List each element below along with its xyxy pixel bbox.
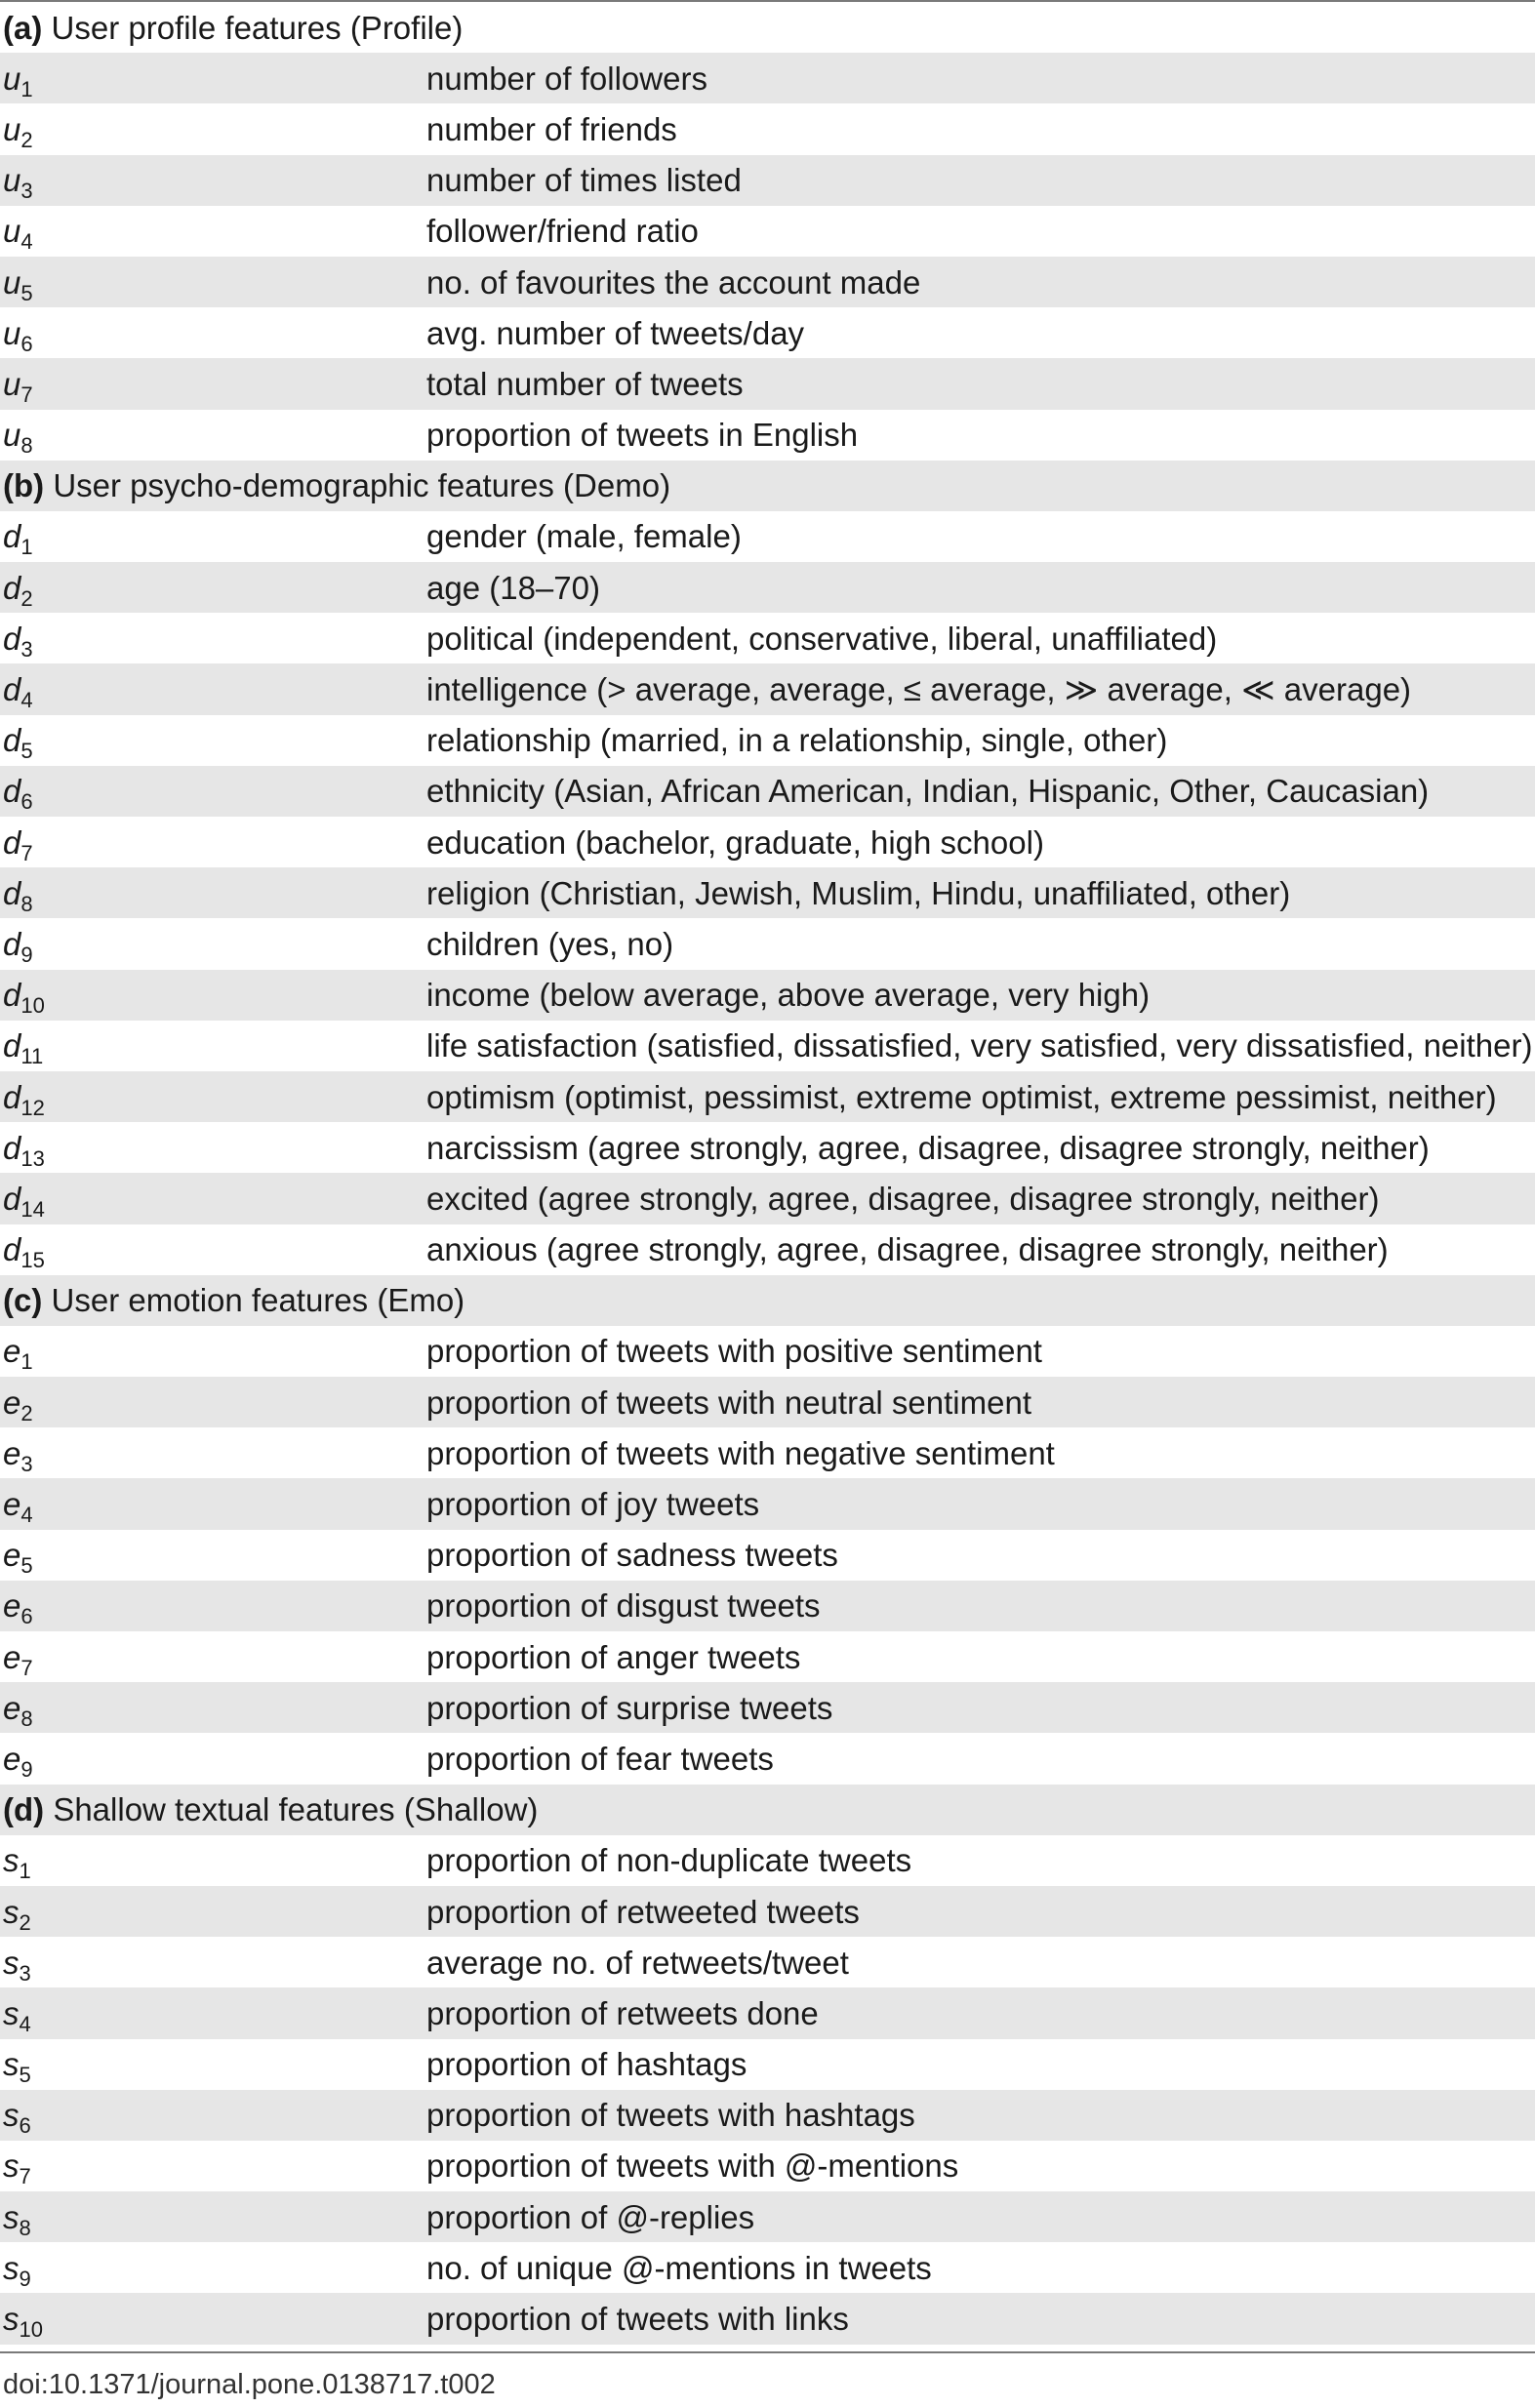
feature-symbol-index: 7	[20, 1655, 33, 1680]
feature-symbol	[0, 569, 426, 611]
feature-symbol	[0, 1129, 426, 1171]
feature-description: age (18–70)	[426, 569, 600, 606]
feature-symbol-letter: d	[3, 620, 21, 657]
table-row	[0, 307, 1535, 358]
section-header-a	[0, 2, 1535, 53]
feature-symbol-index: 6	[20, 1604, 33, 1629]
feature-symbol-index: 6	[20, 331, 33, 356]
feature-symbol-index: 5	[20, 1553, 33, 1579]
table-row	[0, 1326, 1535, 1377]
feature-symbol	[0, 1842, 426, 1884]
feature-description: number of times listed	[426, 162, 742, 199]
feature-symbol	[0, 1078, 426, 1120]
section-title	[0, 469, 670, 502]
feature-symbol	[0, 2301, 426, 2343]
feature-symbol	[0, 213, 426, 255]
feature-symbol	[0, 671, 426, 713]
feature-description: avg. number of tweets/day	[426, 314, 805, 351]
feature-symbol	[0, 1638, 426, 1680]
table-bottom-rule	[0, 2351, 1535, 2353]
feature-symbol-index: 3	[20, 1451, 33, 1476]
feature-description: proportion of surprise tweets	[426, 1689, 833, 1726]
feature-symbol-letter: d	[3, 1180, 21, 1217]
feature-description: proportion of sadness tweets	[426, 1537, 838, 1574]
feature-description: proportion of hashtags	[426, 2046, 747, 2083]
feature-symbol-letter: u	[3, 213, 21, 250]
feature-description: proportion of tweets with positive sentiment	[426, 1333, 1042, 1370]
feature-symbol-letter: e	[3, 1434, 21, 1471]
feature-description: political (independent, conservative, liberal, unaffiliated)	[426, 620, 1218, 657]
feature-symbol	[0, 162, 426, 204]
feature-symbol-letter: u	[3, 417, 21, 454]
feature-symbol	[0, 518, 426, 560]
feature-description: proportion of tweets with @-mentions	[426, 2147, 959, 2185]
feature-description: proportion of fear tweets	[426, 1740, 774, 1777]
table-row	[0, 2191, 1535, 2242]
section-header-d	[0, 1785, 1535, 1835]
feature-symbol-index: 7	[20, 381, 33, 407]
feature-symbol-index: 8	[20, 891, 33, 916]
table-row	[0, 1173, 1535, 1224]
feature-symbol	[0, 1333, 426, 1375]
table-row	[0, 817, 1535, 867]
feature-symbol	[0, 110, 426, 152]
table-row	[0, 103, 1535, 154]
feature-description: intelligence (> average, average, ≤ average, ≫ average, ≪ average)	[426, 671, 1412, 708]
feature-symbol-index: 1	[19, 1859, 31, 1884]
feature-description: proportion of tweets with negative sentiment	[426, 1434, 1055, 1471]
feature-symbol	[0, 1740, 426, 1782]
feature-symbol-index: 7	[19, 2164, 31, 2189]
feature-symbol-letter: s	[3, 1893, 20, 1930]
table-row	[0, 1478, 1535, 1529]
table-row	[0, 1581, 1535, 1631]
feature-symbol	[0, 2147, 426, 2189]
table-row	[0, 1682, 1535, 1733]
feature-symbol-index: 2	[20, 127, 33, 152]
feature-symbol-letter: e	[3, 1486, 21, 1523]
feature-symbol-index: 14	[20, 1196, 45, 1222]
feature-symbol-index: 13	[20, 1145, 45, 1171]
table-row	[0, 970, 1535, 1021]
feature-symbol-letter: d	[3, 977, 21, 1014]
feature-symbol-index: 2	[19, 1909, 31, 1935]
table-row	[0, 1427, 1535, 1478]
feature-symbol-index: 2	[20, 1400, 33, 1425]
table-row	[0, 2293, 1535, 2344]
feature-symbol-index: 1	[20, 1349, 33, 1375]
feature-symbol-index: 3	[20, 179, 33, 204]
table-row	[0, 918, 1535, 969]
feature-symbol-letter: d	[3, 1078, 21, 1115]
feature-symbol-letter: s	[3, 2249, 20, 2286]
feature-symbol	[0, 1689, 426, 1731]
feature-symbol-letter: s	[3, 1944, 20, 1981]
feature-symbol-index: 2	[20, 585, 33, 611]
feature-symbol-letter: u	[3, 263, 21, 301]
table-row	[0, 257, 1535, 307]
feature-description: anxious (agree strongly, agree, disagree, disagree strongly, neither)	[426, 1231, 1389, 1268]
feature-symbol-index: 6	[19, 2113, 31, 2139]
feature-symbol	[0, 1893, 426, 1935]
feature-symbol-letter: s	[3, 2097, 20, 2134]
feature-description: gender (male, female)	[426, 518, 742, 555]
feature-symbol-letter: e	[3, 1638, 21, 1675]
table-row	[0, 2141, 1535, 2191]
table-row	[0, 1530, 1535, 1581]
feature-symbol-index: 9	[20, 942, 33, 967]
table-row	[0, 2242, 1535, 2293]
table-row	[0, 1122, 1535, 1173]
feature-description: no. of unique @-mentions in tweets	[426, 2249, 932, 2286]
table-row	[0, 1835, 1535, 1886]
feature-symbol	[0, 314, 426, 356]
feature-symbol-letter: d	[3, 671, 21, 708]
feature-symbol	[0, 1180, 426, 1222]
feature-symbol-index: 6	[20, 789, 33, 815]
section-title-text: User psycho-demographic features (Demo)	[53, 467, 671, 504]
table-row	[0, 1224, 1535, 1275]
feature-symbol-letter: s	[3, 1842, 20, 1879]
feature-symbol-index: 5	[19, 2063, 31, 2088]
feature-symbol-letter: s	[3, 2046, 20, 2083]
feature-description: proportion of non-duplicate tweets	[426, 1842, 912, 1879]
feature-symbol	[0, 1434, 426, 1476]
feature-symbol-index: 8	[19, 2215, 31, 2240]
feature-symbol-letter: s	[3, 2147, 20, 2185]
feature-description: number of followers	[426, 60, 707, 97]
feature-symbol-index: 5	[20, 739, 33, 764]
feature-symbol	[0, 417, 426, 459]
feature-description: number of friends	[426, 110, 677, 147]
table-row	[0, 358, 1535, 409]
feature-description: proportion of tweets in English	[426, 417, 859, 454]
feature-symbol-letter: d	[3, 874, 21, 911]
table-row	[0, 1631, 1535, 1682]
feature-description: proportion of retweeted tweets	[426, 1893, 860, 1930]
feature-symbol	[0, 2097, 426, 2139]
table-row	[0, 155, 1535, 206]
feature-symbol	[0, 263, 426, 305]
feature-symbol-letter: d	[3, 1027, 21, 1064]
feature-symbol-index: 11	[20, 1044, 44, 1069]
section-header-b	[0, 461, 1535, 511]
feature-symbol	[0, 2249, 426, 2291]
feature-symbol-letter: e	[3, 1740, 21, 1777]
feature-description: proportion of tweets with neutral sentiment	[426, 1384, 1031, 1421]
feature-symbol-index: 12	[20, 1095, 45, 1120]
feature-description: religion (Christian, Jewish, Muslim, Hindu, unaffiliated, other)	[426, 874, 1291, 911]
feature-symbol-letter: e	[3, 1333, 21, 1370]
feature-symbol-letter: d	[3, 569, 21, 606]
feature-symbol	[0, 2198, 426, 2240]
feature-symbol-index: 9	[19, 2266, 31, 2291]
table-row	[0, 867, 1535, 918]
feature-symbol	[0, 620, 426, 662]
feature-symbol-letter: e	[3, 1537, 21, 1574]
feature-symbol-index: 4	[20, 229, 33, 255]
feature-symbol	[0, 1994, 426, 2036]
feature-symbol-index: 1	[20, 76, 33, 101]
feature-symbol-letter: d	[3, 1231, 21, 1268]
table-row	[0, 2090, 1535, 2141]
feature-symbol-index: 8	[20, 1706, 33, 1731]
feature-symbol-letter: d	[3, 823, 21, 861]
table-row	[0, 1377, 1535, 1427]
feature-symbol	[0, 1587, 426, 1629]
feature-description: excited (agree strongly, agree, disagree, disagree strongly, neither)	[426, 1180, 1380, 1217]
feature-symbol-index: 7	[20, 840, 33, 865]
feature-description: optimism (optimist, pessimist, extreme optimist, extreme pessimist, neither)	[426, 1078, 1497, 1115]
table-row	[0, 511, 1535, 562]
feature-description: average no. of retweets/tweet	[426, 1944, 849, 1981]
section-title-text: User emotion features (Emo)	[51, 1282, 465, 1319]
table-row	[0, 766, 1535, 817]
table-row	[0, 562, 1535, 613]
feature-symbol-index: 15	[20, 1248, 45, 1273]
feature-symbol	[0, 1027, 426, 1069]
feature-description: no. of favourites the account made	[426, 263, 921, 301]
feature-symbol	[0, 977, 426, 1019]
feature-description: ethnicity (Asian, African American, Indian, Hispanic, Other, Caucasian)	[426, 773, 1430, 810]
feature-symbol-letter: e	[3, 1384, 21, 1421]
table-row	[0, 1886, 1535, 1937]
feature-symbol-letter: d	[3, 722, 21, 759]
feature-symbol-letter: d	[3, 1129, 21, 1166]
section-label: (b)	[3, 467, 45, 504]
table-row	[0, 2039, 1535, 2090]
section-header-c	[0, 1275, 1535, 1326]
feature-description: proportion of anger tweets	[426, 1638, 801, 1675]
feature-description: proportion of tweets with links	[426, 2301, 849, 2338]
feature-symbol-letter: e	[3, 1689, 21, 1726]
section-label: (a)	[3, 9, 43, 46]
feature-symbol-index: 4	[20, 1503, 33, 1528]
feature-symbol	[0, 1231, 426, 1273]
feature-symbol-index: 4	[20, 688, 33, 713]
feature-description: proportion of tweets with hashtags	[426, 2097, 915, 2134]
table-row	[0, 715, 1535, 766]
feature-symbol	[0, 773, 426, 815]
feature-symbol-letter: u	[3, 162, 21, 199]
feature-description: follower/friend ratio	[426, 213, 699, 250]
feature-description: children (yes, no)	[426, 925, 674, 962]
feature-symbol-letter: s	[3, 2198, 20, 2235]
feature-symbol-letter: d	[3, 925, 21, 962]
feature-symbol-letter: u	[3, 110, 21, 147]
feature-description: income (below average, above average, very high)	[426, 977, 1151, 1014]
feature-symbol-index: 10	[19, 2317, 43, 2343]
feature-symbol-letter: u	[3, 60, 21, 97]
table-row	[0, 663, 1535, 714]
feature-description: education (bachelor, graduate, high school)	[426, 823, 1044, 861]
feature-symbol-letter: d	[3, 773, 21, 810]
feature-symbol	[0, 722, 426, 764]
feature-symbol-index: 9	[20, 1756, 33, 1782]
feature-symbol-letter: s	[3, 1994, 20, 2031]
feature-symbol-letter: u	[3, 365, 21, 402]
table-row	[0, 206, 1535, 257]
table-row	[0, 1733, 1535, 1784]
feature-symbol	[0, 1384, 426, 1425]
feature-symbol-letter: d	[3, 518, 21, 555]
section-title-text: Shallow textual features (Shallow)	[53, 1791, 539, 1828]
table-row	[0, 613, 1535, 663]
table-row	[0, 1937, 1535, 1987]
section-label: (c)	[3, 1282, 43, 1319]
feature-symbol	[0, 1486, 426, 1528]
section-title	[0, 1793, 538, 1826]
feature-symbol	[0, 60, 426, 101]
table-row	[0, 1021, 1535, 1071]
feature-symbol-index: 3	[19, 1960, 31, 1986]
feature-symbol	[0, 925, 426, 967]
feature-description: proportion of retweets done	[426, 1994, 819, 2031]
feature-symbol	[0, 1944, 426, 1986]
feature-symbol-letter: u	[3, 314, 21, 351]
section-title-text: User profile features (Profile)	[51, 9, 464, 46]
feature-symbol-letter: e	[3, 1587, 21, 1625]
feature-symbol	[0, 2046, 426, 2088]
feature-symbol-index: 1	[20, 535, 33, 560]
feature-description: narcissism (agree strongly, agree, disagree, disagree strongly, neither)	[426, 1129, 1430, 1166]
feature-symbol	[0, 365, 426, 407]
feature-symbol	[0, 874, 426, 916]
feature-symbol-letter: s	[3, 2301, 20, 2338]
section-title	[0, 9, 464, 46]
feature-symbol	[0, 823, 426, 865]
feature-description: proportion of disgust tweets	[426, 1587, 821, 1625]
section-label: (d)	[3, 1791, 45, 1828]
feature-description: proportion of joy tweets	[426, 1486, 760, 1523]
feature-symbol-index: 4	[19, 2011, 31, 2036]
feature-symbol-index: 8	[20, 433, 33, 459]
table-row	[0, 53, 1535, 103]
table-row	[0, 410, 1535, 461]
doi-caption: doi:10.1371/journal.pone.0138717.t002	[3, 2369, 496, 2400]
section-title	[0, 1282, 465, 1319]
feature-description: proportion of @-replies	[426, 2198, 755, 2235]
table-row	[0, 1071, 1535, 1122]
feature-description: relationship (married, in a relationship, single, other)	[426, 722, 1168, 759]
table-row	[0, 1987, 1535, 2038]
feature-symbol-index: 3	[20, 636, 33, 662]
feature-symbol-index: 5	[20, 280, 33, 305]
feature-symbol	[0, 1537, 426, 1579]
feature-symbol-index: 10	[20, 993, 45, 1019]
feature-description: life satisfaction (satisfied, dissatisfied, very satisfied, very dissatisfied, neither)	[426, 1027, 1533, 1064]
feature-description: total number of tweets	[426, 365, 744, 402]
